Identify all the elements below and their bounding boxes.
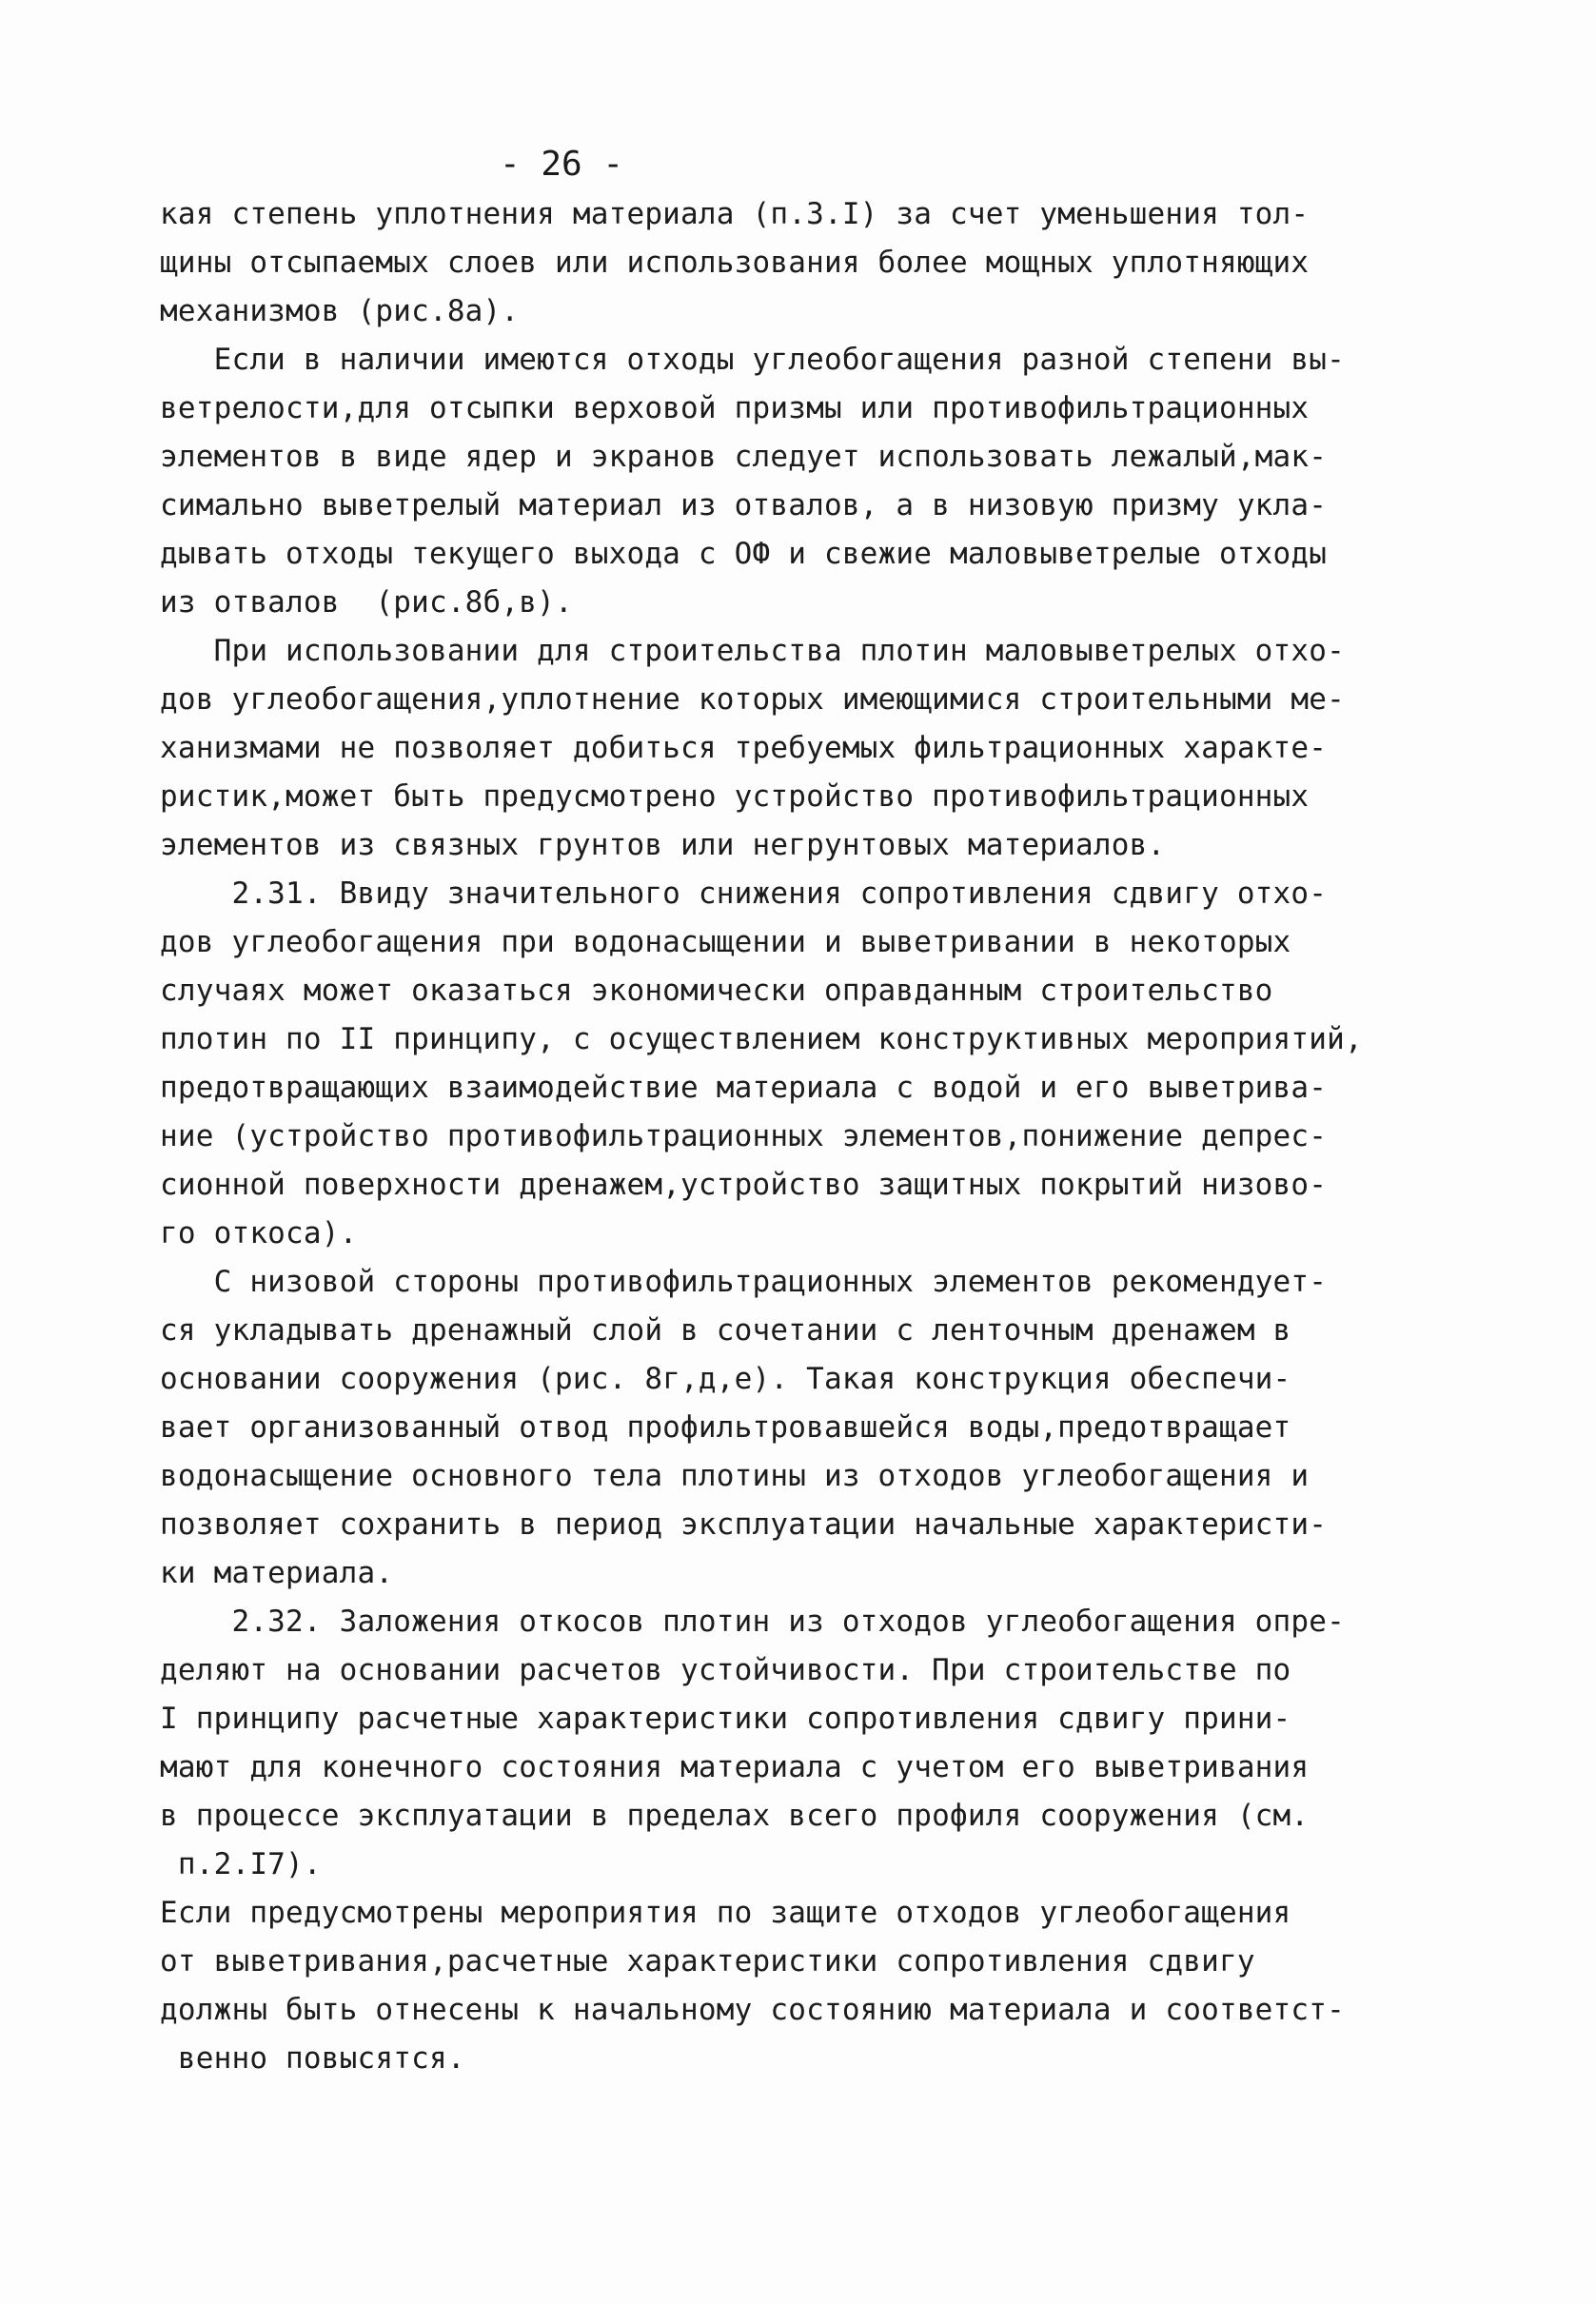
text-line: из отвалов (рис.8б,в). xyxy=(160,585,573,620)
text-line: деляют на основании расчетов устойчивости. При строительстве по xyxy=(160,1653,1291,1687)
text-line: ки материала. xyxy=(160,1556,394,1590)
text-line: С низовой стороны противофильтрационных элементов рекомендует- xyxy=(160,1265,1328,1299)
text-line: венно повысятся. xyxy=(160,2041,465,2076)
page-number: - 26 - xyxy=(499,145,624,184)
text-line: ние (устройство противофильтрационных элементов,понижение депрес- xyxy=(160,1119,1328,1153)
text-line: п.2.I7). xyxy=(160,1847,322,1881)
text-line: Если предусмотрены мероприятия по защите отходов углеобогащения xyxy=(160,1896,1291,1930)
text-line: ристик,может быть предусмотрено устройство противофильтрационных xyxy=(160,779,1310,814)
text-line: ветрелости,для отсыпки верховой призмы или противофильтрационных xyxy=(160,391,1310,425)
text-line: го откоса). xyxy=(160,1216,358,1250)
text-line: мают для конечного состояния материала с учетом его выветривания xyxy=(160,1750,1310,1784)
text-line: сионной поверхности дренажем,устройство защитных покрытий низово- xyxy=(160,1168,1328,1202)
text-line: механизмов (рис.8а). xyxy=(160,294,520,328)
text-line: ся укладывать дренажный слой в сочетании с ленточным дренажем в xyxy=(160,1313,1291,1348)
text-line: 2.32. Заложения откосов плотин из отходов углеобогащения опре- xyxy=(160,1605,1345,1639)
text-line: щины отсыпаемых слоев или использования более мощных уплотняющих xyxy=(160,246,1310,280)
text-line: должны быть отнесены к начальному состоянию материала и соответст- xyxy=(160,1993,1345,2027)
text-line: водонасыщение основного тела плотины из отходов углеобогащения и xyxy=(160,1459,1310,1493)
text-line: основании сооружения (рис. 8г,д,е). Такая конструкция обеспечи- xyxy=(160,1362,1291,1396)
text-line: элементов из связных грунтов или негрунтовых материалов. xyxy=(160,828,1166,862)
body-text xyxy=(160,190,1492,2083)
text-line: дывать отходы текущего выхода с ОФ и свежие маловыветрелые отходы xyxy=(160,537,1328,571)
text-line: ханизмами не позволяет добиться требуемых фильтрационных характе- xyxy=(160,731,1328,765)
text-line: дов углеобогащения,уплотнение которых имеющимися строительными ме- xyxy=(160,682,1345,717)
text-line: элементов в виде ядер и экранов следует использовать лежалый,мак- xyxy=(160,440,1328,474)
text-line: 2.31. Ввиду значительного снижения сопротивления сдвигу отхо- xyxy=(160,876,1328,911)
text-line: плотин по II принципу, с осуществлением конструктивных мероприятий, xyxy=(160,1022,1363,1056)
text-line: При использовании для строительства плотин маловыветрелых отхо- xyxy=(160,634,1345,668)
text-line: кая степень уплотнения материала (п.3.I) за счет уменьшения тол- xyxy=(160,197,1310,231)
text-line: симально выветрелый материал из отвалов, а в низовую призму укла- xyxy=(160,488,1328,522)
text-line: I принципу расчетные характеристики сопротивления сдвигу прини- xyxy=(160,1702,1291,1736)
text-line: случаях может оказаться экономически оправданным строительство xyxy=(160,974,1273,1008)
text-line: дов углеобогащения при водонасыщении и выветривании в некоторых xyxy=(160,925,1291,959)
text-line: в процессе эксплуатации в пределах всего профиля сооружения (см. xyxy=(160,1799,1310,1833)
text-line: позволяет сохранить в период эксплуатации начальные характеристи- xyxy=(160,1507,1328,1542)
text-line: вает организованный отвод профильтровавшейся воды,предотвращает xyxy=(160,1410,1291,1445)
text-line: Если в наличии имеются отходы углеобогащения разной степени вы- xyxy=(160,343,1345,377)
text-line: от выветривания,расчетные характеристики сопротивления сдвигу xyxy=(160,1944,1255,1979)
text-line: предотвращающих взаимодействие материала с водой и его выветрива- xyxy=(160,1071,1328,1105)
